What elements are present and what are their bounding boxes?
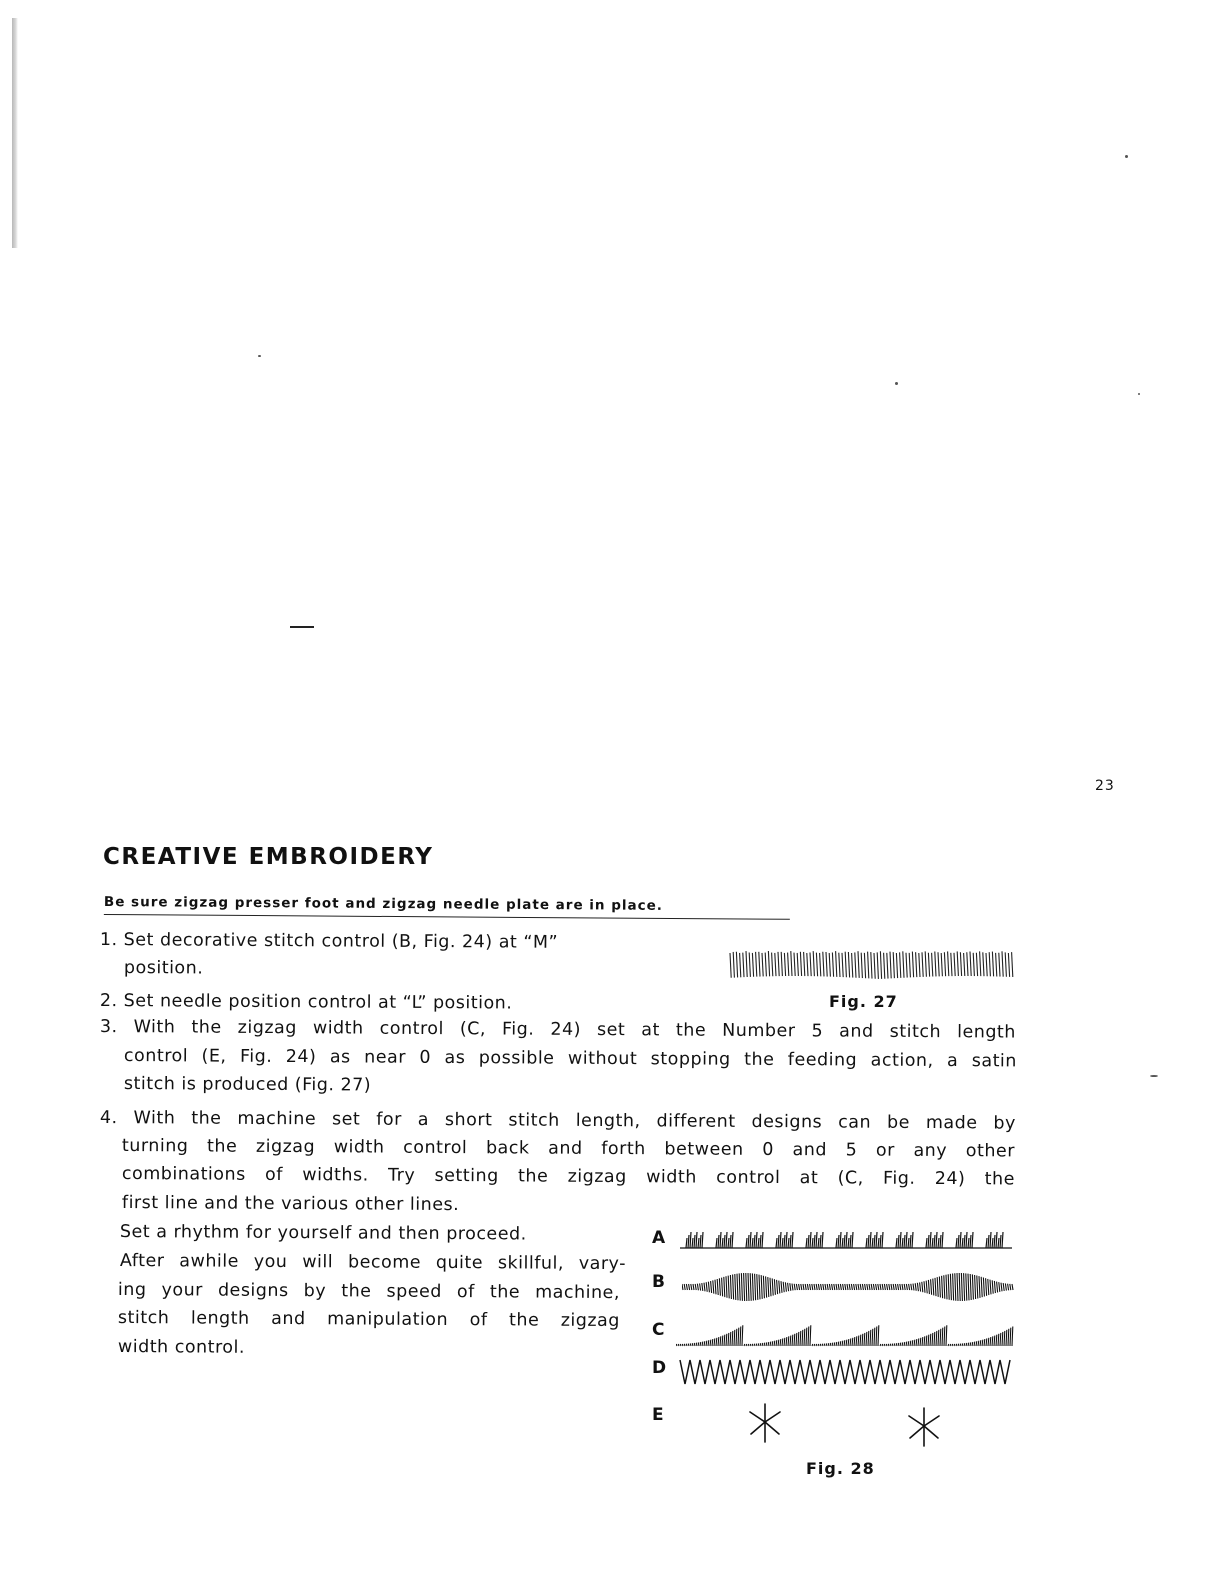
step-4-line-4: first line and the various other lines. — [121, 1193, 460, 1216]
fig28-row-e-star-1 — [744, 1400, 786, 1444]
scan-speck — [1138, 393, 1140, 395]
scan-speck — [1125, 155, 1128, 158]
fig28-row-e-star-2 — [903, 1404, 945, 1448]
scan-speck — [895, 382, 898, 385]
step-1-line-1: 1. Set decorative stitch control (B, Fig. 24) at “M” — [99, 930, 559, 953]
fig28-row-c-stitch — [676, 1316, 1014, 1352]
step-2: 2. Set needle position control at “L” position. — [99, 991, 513, 1014]
fig28-row-c-label: C — [652, 1320, 665, 1340]
step-4-line-9: width control. — [117, 1337, 246, 1358]
fig28-row-b-label: B — [652, 1272, 665, 1292]
step-3-line-1: 3. With the zigzag width control (C, Fig. 24) set at the Number 5 and stitch length — [99, 1017, 1016, 1043]
step-3-line-3: stitch is produced (Fig. 27) — [123, 1074, 372, 1096]
fig28-row-d-label: D — [652, 1358, 667, 1378]
notice-underlined: Be sure zigzag presser foot and zigzag needle plate are in place. — [104, 894, 790, 920]
fig28-row-a-label: A — [652, 1228, 666, 1248]
fig28-caption: Fig. 28 — [806, 1459, 875, 1478]
fig27-caption: Fig. 27 — [829, 992, 898, 1011]
step-4-line-5: Set a rhythm for yourself and then proceed. — [119, 1222, 527, 1245]
fig28-row-a-stitch — [680, 1222, 1014, 1258]
fig28-row-d-stitch — [678, 1356, 1014, 1388]
fig28-row-b-stitch — [682, 1268, 1014, 1306]
scan-edge — [12, 18, 18, 248]
step-4-line-7: ing your designs by the speed of the machine, — [117, 1280, 620, 1304]
scan-speck — [1150, 1075, 1158, 1077]
step-3-line-2: control (E, Fig. 24) as near 0 as possible without stopping the feeding action, a satin — [123, 1046, 1017, 1072]
step-4-line-1: 4. With the machine set for a short stitch length, different designs can be made by — [99, 1108, 1016, 1134]
page-number: 23 — [1095, 778, 1115, 794]
fig27-satin-stitch — [728, 948, 1014, 982]
step-4-line-3: combinations of widths. Try setting the zigzag width control at (C, Fig. 24) the — [121, 1164, 1015, 1190]
fig28-row-e-label: E — [652, 1405, 664, 1425]
stray-dash — [290, 626, 314, 628]
step-4-line-2: turning the zigzag width control back and forth between 0 and 5 or any other — [121, 1136, 1015, 1162]
section-title: CREATIVE EMBROIDERY — [103, 844, 434, 870]
scan-speck — [258, 355, 261, 357]
step-4-line-6: After awhile you will become quite skillful, vary- — [119, 1251, 626, 1275]
step-4-line-8: stitch length and manipulation of the zigzag — [117, 1308, 620, 1332]
step-1-line-2: position. — [123, 958, 204, 979]
